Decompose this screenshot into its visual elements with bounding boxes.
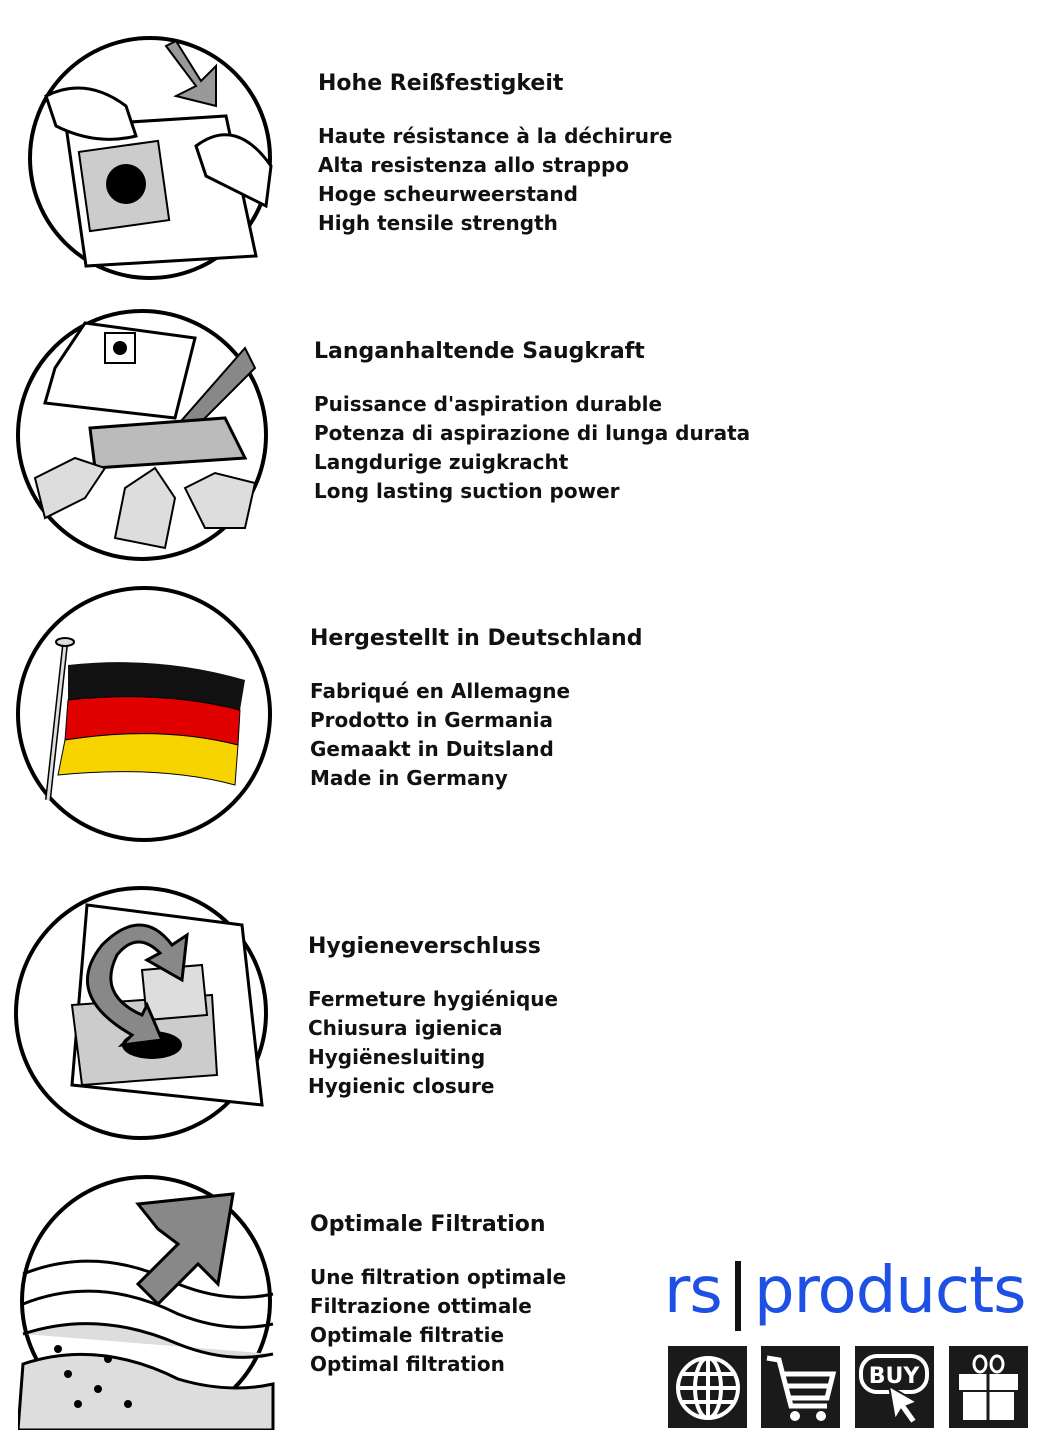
feature-line: Puissance d'aspiration durable	[314, 392, 663, 416]
tearing-bag-icon	[26, 36, 276, 282]
globe-icon[interactable]	[668, 1346, 747, 1428]
logo-divider	[735, 1261, 741, 1331]
feature-line: Alta resistenza allo strappo	[318, 153, 630, 177]
cart-icon[interactable]	[761, 1346, 840, 1428]
buy-label: BUY	[868, 1364, 920, 1389]
feature-title: Optimale Filtration	[310, 1212, 546, 1237]
feature-title: Hygieneverschluss	[308, 934, 541, 959]
feature-line: Filtrazione ottimale	[310, 1294, 532, 1318]
feature-line: Hygiënesluiting	[308, 1045, 486, 1069]
feature-line: Optimale filtratie	[310, 1323, 505, 1347]
feature-line: Hoge scheurweerstand	[318, 182, 578, 206]
feature-text-2	[314, 339, 750, 506]
feature-line: Made in Germany	[310, 766, 508, 790]
feature-line: Chiusura igienica	[308, 1016, 503, 1040]
logo-rs: rs	[664, 1254, 722, 1328]
feature-text-1	[318, 71, 672, 238]
feature-line: High tensile strength	[318, 211, 558, 235]
feature-line: Hygienic closure	[308, 1074, 495, 1098]
feature-line: Fabriqué en Allemagne	[310, 679, 571, 703]
feature-title: Hohe Reißfestigkeit	[318, 71, 564, 96]
feature-text-3	[310, 626, 642, 793]
feature-line: Gemaakt in Duitsland	[310, 737, 554, 761]
closure-arrow-icon	[12, 885, 272, 1143]
buy-button-icon[interactable]	[855, 1346, 934, 1428]
feature-line: Haute résistance à la déchirure	[318, 124, 673, 148]
rs-products-logo	[662, 1255, 1032, 1335]
feature-title: Hergestellt in Deutschland	[310, 626, 643, 651]
feature-text-5	[310, 1212, 566, 1379]
feature-line: Potenza di aspirazione di lunga durata	[314, 421, 751, 445]
feature-line: Long lasting suction power	[314, 479, 620, 503]
feature-title: Langanhaltende Saugkraft	[314, 339, 645, 364]
german-flag-icon	[10, 585, 280, 845]
feature-line: Prodotto in Germania	[310, 708, 553, 732]
feature-line: Fermeture hygiénique	[308, 987, 559, 1011]
gift-icon[interactable]	[949, 1346, 1028, 1428]
feature-text-4	[308, 934, 558, 1101]
feature-line: Une filtration optimale	[310, 1265, 567, 1289]
feature-line: Optimal filtration	[310, 1352, 505, 1376]
logo-products: products	[754, 1254, 1026, 1328]
filter-layers-icon	[18, 1174, 276, 1430]
vacuum-nozzle-icon	[15, 308, 271, 562]
feature-line: Langdurige zuigkracht	[314, 450, 569, 474]
